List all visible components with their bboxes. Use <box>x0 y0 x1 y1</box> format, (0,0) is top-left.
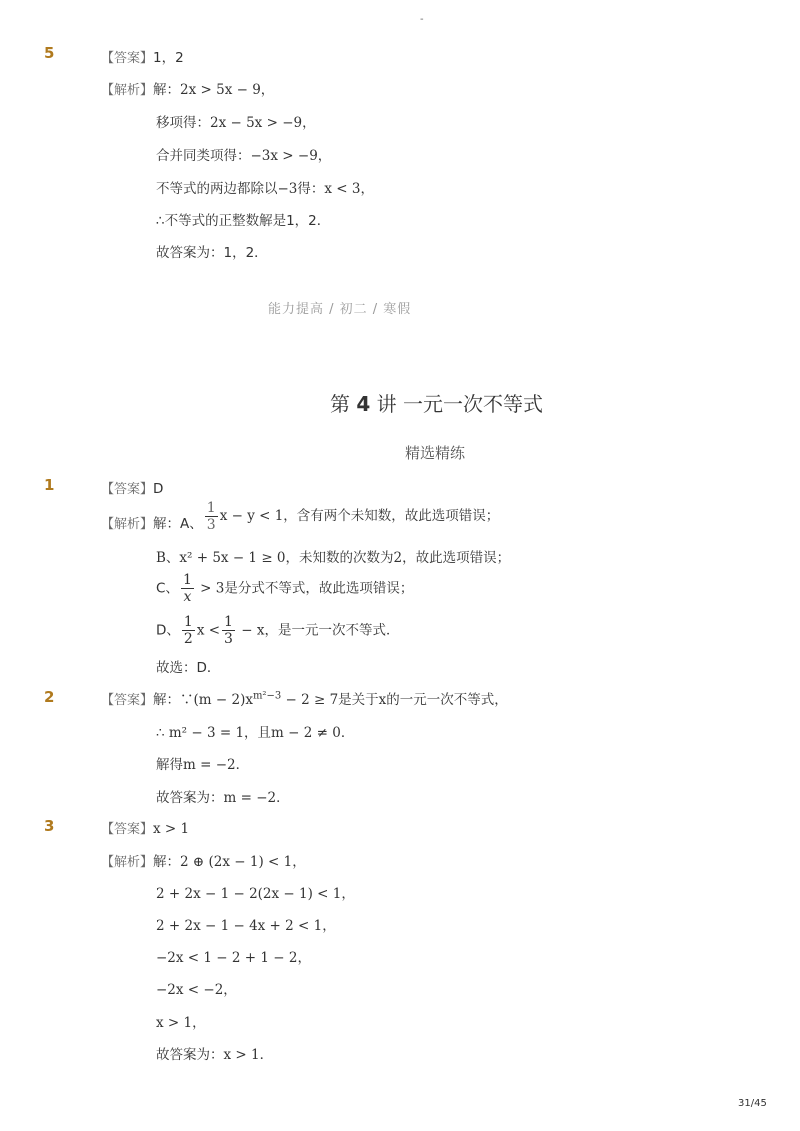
solution-line: 解得m = −2． <box>156 757 250 773</box>
solution-line: ∴ m² − 3 = 1，且m − 2 ≠ 0． <box>156 725 355 741</box>
solution-line: x > 1， <box>156 1015 206 1031</box>
analysis-tag: 【解析】解：2x > 5x − 9， <box>101 82 275 98</box>
solution-line: 故答案为：x > 1． <box>156 1047 274 1063</box>
solution-line: ∴不等式的正整数解是1，2． <box>156 213 331 229</box>
analysis-tag: 【解析】解：2 ⊕ (2x − 1) < 1， <box>101 854 306 870</box>
solution-line: 解：2x > 5x − 9， <box>153 82 275 98</box>
solution-line: 2 + 2x − 1 − 2(2x − 1) < 1， <box>156 886 355 902</box>
solution-line: −2x < −2， <box>156 982 237 998</box>
question-number-2: 2 <box>44 688 55 706</box>
header-dash: - <box>420 14 424 25</box>
solution-line: 故答案为：m = −2． <box>156 790 290 806</box>
solution-line: −2x < 1 − 2 + 1 − 2， <box>156 950 311 966</box>
answer-value: D <box>153 481 164 497</box>
question-number-1: 1 <box>44 476 55 494</box>
fraction: $\frac{1}{x}$ <box>182 572 192 605</box>
solution-line: B、x² + 5x − 1 ≥ 0，未知数的次数为2，故此选项错误； <box>156 550 511 566</box>
answer-value: 1，2 <box>153 50 184 66</box>
section-subtitle: 精选精练 <box>405 444 466 462</box>
solution-line: 故选：D． <box>156 660 221 676</box>
lecture-title: 第 4 讲 一元一次不等式 <box>330 392 543 416</box>
question-number-5: 5 <box>44 44 55 62</box>
fraction: $\frac{1}{2}$ <box>183 614 193 647</box>
solution-line: 不等式的两边都除以−3得：x < 3， <box>156 181 374 197</box>
solution-line: D、 $\frac{1}{2}$ x < $\frac{1}{3}$ − x，是一元一次不等式． <box>156 614 400 647</box>
answer-tag: 【答案】解：∵(m − $2)x^{m^2-3} - 2 \ge 7$是关于x的一元一次不等式， <box>101 690 508 708</box>
page-footer: 能力提高 / 初二 / 寒假 <box>268 302 412 317</box>
answer-tag: 【答案】D <box>101 481 164 497</box>
solution-line: 故答案为：1，2． <box>156 245 268 261</box>
question-number-3: 3 <box>44 817 55 835</box>
page-number: 31/45 <box>738 1098 767 1109</box>
solution-line: 2 + 2x − 1 − 4x + 2 < 1， <box>156 918 336 934</box>
solution-line: C、 $\frac{1}{x}$ > 3是分式不等式，故此选项错误； <box>156 572 414 605</box>
solution-line: 移项得：2x − 5x > −9， <box>156 115 316 131</box>
answer-value: x > 1 <box>153 821 190 837</box>
answer-tag: 【答案】1，2 <box>101 50 184 66</box>
answer-tag: 【答案】x > 1 <box>101 821 190 837</box>
analysis-tag: 【解析】解：A、 $\frac{1}{3}$ x − y < 1，含有两个未知数，故此选项错误； <box>101 500 500 533</box>
fraction: $\frac{1}{3}$ <box>206 500 216 533</box>
solution-line: 合并同类项得：−3x > −9， <box>156 148 332 164</box>
fraction: $\frac{1}{3}$ <box>224 614 233 647</box>
